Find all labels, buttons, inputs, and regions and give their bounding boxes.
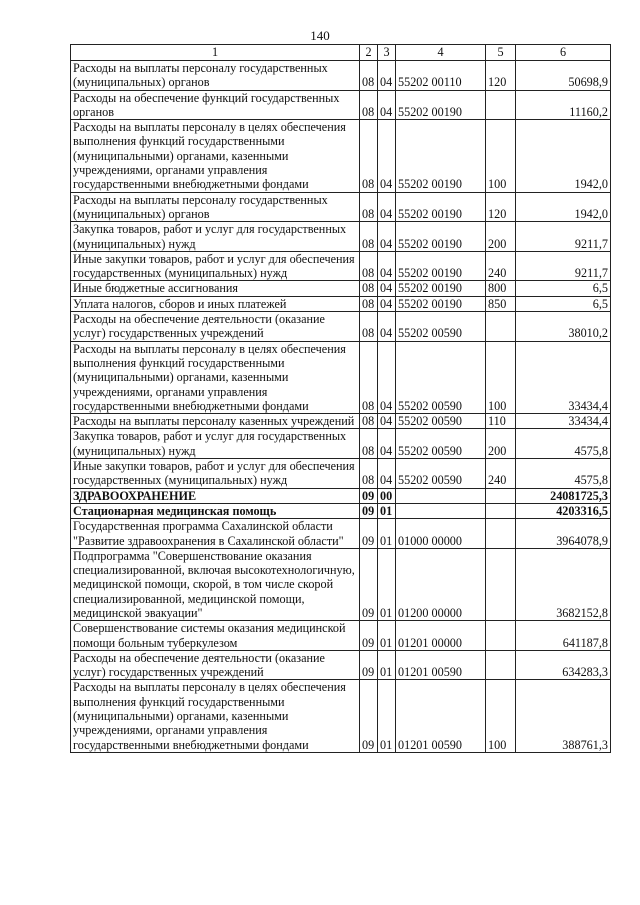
table-row	[71, 503, 611, 518]
table-row	[71, 459, 611, 489]
row-subsection-cell: 01	[378, 621, 396, 651]
row-section-cell: 08	[360, 61, 378, 91]
row-amount-cell: 6,5	[516, 281, 611, 296]
row-section-cell: 09	[360, 621, 378, 651]
table-row	[71, 488, 611, 503]
table-row	[71, 61, 611, 91]
row-name-cell: Расходы на выплаты персоналу государственных (муниципальных) органов	[71, 61, 360, 91]
row-name-cell: Подпрограмма "Совершенствование оказания специализированной, включая высокотехнологичную, медицинской помощи, скорой, в том числе скорой специализированной, медицинской помощи, медицинской эвакуации"	[71, 548, 360, 620]
row-subsection-cell: 01	[378, 548, 396, 620]
row-section-cell: 08	[360, 281, 378, 296]
header-col-5: 5	[486, 45, 516, 61]
row-section-cell: 08	[360, 459, 378, 489]
row-target-article-cell: 01200 00000	[396, 548, 486, 620]
row-section-cell: 09	[360, 503, 378, 518]
row-subsection-cell: 01	[378, 519, 396, 549]
row-expense-type-cell	[486, 621, 516, 651]
row-section-cell: 09	[360, 680, 378, 752]
row-amount-cell: 33434,4	[516, 341, 611, 413]
row-section-cell: 08	[360, 192, 378, 222]
row-expense-type-cell: 100	[486, 341, 516, 413]
row-expense-type-cell	[486, 548, 516, 620]
row-section-cell: 08	[360, 341, 378, 413]
row-name-cell: Государственная программа Сахалинской области "Развитие здравоохранения в Сахалинской области"	[71, 519, 360, 549]
row-name-cell: Совершенствование системы оказания медицинской помощи больным туберкулезом	[71, 621, 360, 651]
row-target-article-cell: 01201 00590	[396, 680, 486, 752]
row-expense-type-cell: 100	[486, 680, 516, 752]
row-target-article-cell: 55202 00110	[396, 61, 486, 91]
header-col-6: 6	[516, 45, 611, 61]
row-target-article-cell: 55202 00190	[396, 296, 486, 311]
row-section-cell: 09	[360, 650, 378, 680]
row-section-cell: 08	[360, 312, 378, 342]
row-target-article-cell: 55202 00190	[396, 222, 486, 252]
row-section-cell: 08	[360, 414, 378, 429]
row-target-article-cell	[396, 503, 486, 518]
row-amount-cell: 388761,3	[516, 680, 611, 752]
row-subsection-cell: 04	[378, 192, 396, 222]
row-subsection-cell: 04	[378, 222, 396, 252]
row-subsection-cell: 04	[378, 296, 396, 311]
row-name-cell: Стационарная медицинская помощь	[71, 503, 360, 518]
row-name-cell: Закупка товаров, работ и услуг для государственных (муниципальных) нужд	[71, 222, 360, 252]
row-target-article-cell: 55202 00190	[396, 281, 486, 296]
table-row	[71, 414, 611, 429]
row-amount-cell: 50698,9	[516, 61, 611, 91]
row-expense-type-cell	[486, 488, 516, 503]
row-name-cell: Расходы на выплаты персоналу казенных учреждений	[71, 414, 360, 429]
row-amount-cell: 9211,7	[516, 251, 611, 281]
row-amount-cell: 4575,8	[516, 429, 611, 459]
row-amount-cell: 4575,8	[516, 459, 611, 489]
row-target-article-cell: 55202 00590	[396, 312, 486, 342]
table-row	[71, 251, 611, 281]
row-amount-cell: 38010,2	[516, 312, 611, 342]
row-subsection-cell: 04	[378, 281, 396, 296]
row-subsection-cell: 04	[378, 459, 396, 489]
row-amount-cell: 33434,4	[516, 414, 611, 429]
table-row	[71, 680, 611, 752]
row-amount-cell: 641187,8	[516, 621, 611, 651]
row-target-article-cell: 01000 00000	[396, 519, 486, 549]
table-row	[71, 312, 611, 342]
row-amount-cell: 11160,2	[516, 90, 611, 120]
row-name-cell: Расходы на выплаты персоналу в целях обеспечения выполнения функций государственными (муниципальными) органами, казенными учреждениями, органами управления государственными внебюджетными фондами	[71, 341, 360, 413]
row-section-cell: 08	[360, 222, 378, 252]
row-expense-type-cell: 800	[486, 281, 516, 296]
row-name-cell: Расходы на выплаты персоналу в целях обеспечения выполнения функций государственными (муниципальными) органами, казенными учреждениями, органами управления государственными внебюджетными фондами	[71, 680, 360, 752]
row-target-article-cell: 01201 00000	[396, 621, 486, 651]
row-name-cell: Расходы на обеспечение деятельности (оказание услуг) государственных учреждений	[71, 312, 360, 342]
row-name-cell: ЗДРАВООХРАНЕНИЕ	[71, 488, 360, 503]
row-subsection-cell: 04	[378, 251, 396, 281]
table-row	[71, 90, 611, 120]
row-amount-cell: 24081725,3	[516, 488, 611, 503]
row-subsection-cell: 01	[378, 650, 396, 680]
row-section-cell: 09	[360, 548, 378, 620]
row-section-cell: 08	[360, 120, 378, 192]
table-row	[71, 650, 611, 680]
row-name-cell: Иные закупки товаров, работ и услуг для обеспечения государственных (муниципальных) нужд	[71, 251, 360, 281]
row-subsection-cell: 04	[378, 312, 396, 342]
row-expense-type-cell: 200	[486, 222, 516, 252]
row-amount-cell: 4203316,5	[516, 503, 611, 518]
row-subsection-cell: 04	[378, 90, 396, 120]
row-subsection-cell: 04	[378, 61, 396, 91]
table-row	[71, 548, 611, 620]
table-header-row	[71, 45, 611, 61]
header-col-3: 3	[378, 45, 396, 61]
table-row	[71, 192, 611, 222]
table-row	[71, 341, 611, 413]
table-row	[71, 621, 611, 651]
row-name-cell: Уплата налогов, сборов и иных платежей	[71, 296, 360, 311]
table-row	[71, 296, 611, 311]
row-amount-cell: 9211,7	[516, 222, 611, 252]
row-name-cell: Закупка товаров, работ и услуг для государственных (муниципальных) нужд	[71, 429, 360, 459]
row-expense-type-cell: 850	[486, 296, 516, 311]
row-target-article-cell: 55202 00190	[396, 251, 486, 281]
row-expense-type-cell: 240	[486, 251, 516, 281]
budget-table	[70, 44, 611, 753]
row-amount-cell: 1942,0	[516, 192, 611, 222]
row-subsection-cell: 04	[378, 120, 396, 192]
row-expense-type-cell: 240	[486, 459, 516, 489]
header-col-4: 4	[396, 45, 486, 61]
row-amount-cell: 634283,3	[516, 650, 611, 680]
row-expense-type-cell	[486, 519, 516, 549]
row-target-article-cell: 55202 00190	[396, 120, 486, 192]
row-target-article-cell: 55202 00590	[396, 414, 486, 429]
table-row	[71, 429, 611, 459]
header-col-1: 1	[71, 45, 360, 61]
row-expense-type-cell	[486, 312, 516, 342]
table-row	[71, 222, 611, 252]
row-target-article-cell: 01201 00590	[396, 650, 486, 680]
row-target-article-cell: 55202 00190	[396, 90, 486, 120]
row-expense-type-cell	[486, 503, 516, 518]
row-section-cell: 08	[360, 90, 378, 120]
row-subsection-cell: 01	[378, 680, 396, 752]
header-col-2: 2	[360, 45, 378, 61]
row-subsection-cell: 00	[378, 488, 396, 503]
row-target-article-cell: 55202 00590	[396, 459, 486, 489]
row-name-cell: Расходы на обеспечение функций государственных органов	[71, 90, 360, 120]
row-section-cell: 08	[360, 429, 378, 459]
row-amount-cell: 1942,0	[516, 120, 611, 192]
row-expense-type-cell: 100	[486, 120, 516, 192]
row-subsection-cell: 01	[378, 503, 396, 518]
row-expense-type-cell: 120	[486, 192, 516, 222]
row-name-cell: Расходы на обеспечение деятельности (оказание услуг) государственных учреждений	[71, 650, 360, 680]
row-expense-type-cell: 200	[486, 429, 516, 459]
row-section-cell: 08	[360, 251, 378, 281]
row-target-article-cell: 55202 00590	[396, 341, 486, 413]
row-name-cell: Иные закупки товаров, работ и услуг для обеспечения государственных (муниципальных) нужд	[71, 459, 360, 489]
row-amount-cell: 3682152,8	[516, 548, 611, 620]
row-expense-type-cell	[486, 90, 516, 120]
row-target-article-cell: 55202 00590	[396, 429, 486, 459]
row-expense-type-cell: 120	[486, 61, 516, 91]
page-number: 140	[310, 28, 330, 43]
row-section-cell: 08	[360, 296, 378, 311]
row-subsection-cell: 04	[378, 341, 396, 413]
row-target-article-cell	[396, 488, 486, 503]
row-amount-cell: 3964078,9	[516, 519, 611, 549]
table-row	[71, 120, 611, 192]
row-expense-type-cell: 110	[486, 414, 516, 429]
row-section-cell: 09	[360, 519, 378, 549]
row-section-cell: 09	[360, 488, 378, 503]
row-subsection-cell: 04	[378, 414, 396, 429]
table-row	[71, 281, 611, 296]
row-target-article-cell: 55202 00190	[396, 192, 486, 222]
row-expense-type-cell	[486, 650, 516, 680]
row-subsection-cell: 04	[378, 429, 396, 459]
row-name-cell: Расходы на выплаты персоналу в целях обеспечения выполнения функций государственными (муниципальными) органами, казенными учреждениями, органами управления государственными внебюджетными фондами	[71, 120, 360, 192]
table-row	[71, 519, 611, 549]
row-name-cell: Иные бюджетные ассигнования	[71, 281, 360, 296]
row-name-cell: Расходы на выплаты персоналу государственных (муниципальных) органов	[71, 192, 360, 222]
row-amount-cell: 6,5	[516, 296, 611, 311]
